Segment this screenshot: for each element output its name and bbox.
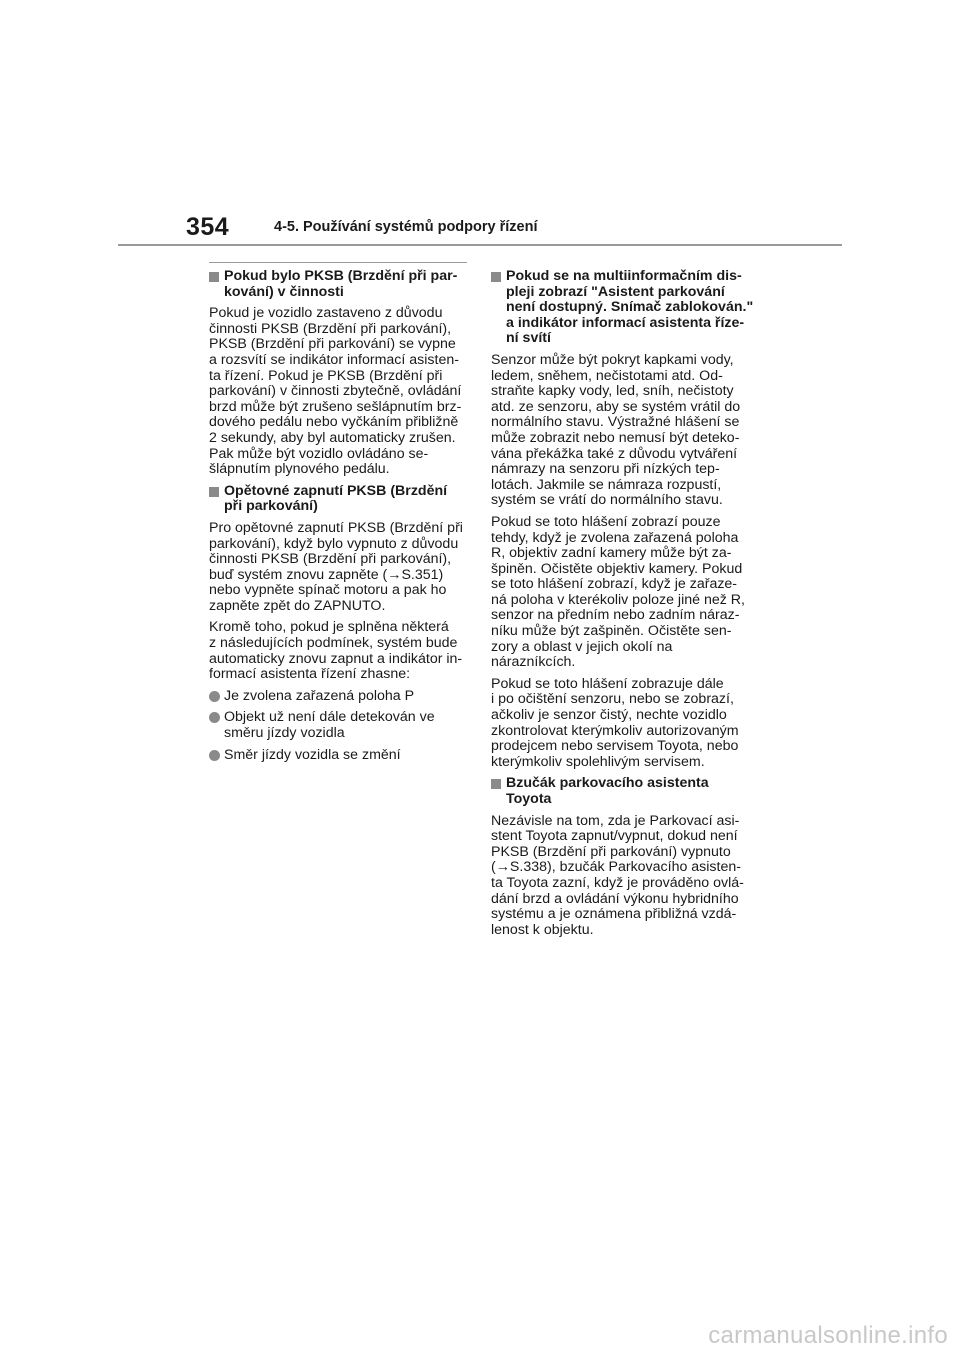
round-bullet-icon (209, 691, 220, 702)
section-title: 4-5. Používání systémů podpory řízení (274, 219, 538, 235)
paragraph: Senzor může být pokryt kapkami vody, ledem, sněhem, nečistotami atd. Od- straňte kapky vody, led, sníh, nečistoty atd. ze senzoru, aby se systém vrátil do normálního stavu. Výstražné hlášení se může zobrazit nebo nemusí být deteko- vána překážka také z důvodu vytváření námrazy na senzoru při nízkých tep- lotách. Jakmile se námraza rozpustí, systém se vrátí do normálního stavu. (491, 351, 741, 509)
paragraph: Pokud se toto hlášení zobrazuje dále i po očištění senzoru, nebo se zobrazí, ačkoliv je senzor čistý, nechte vozidlo zkontrolovat kterýmkoliv autorizovaným prodejcem nebo servisem Toyota, nebo kterýmkoliv spolehlivým servisem. (491, 675, 739, 770)
list-item: Je zvolena zařazená poloha P (209, 689, 471, 705)
left-column (209, 262, 471, 769)
page-header (0, 0, 960, 250)
paragraph: Pro opětovné zapnutí PKSB (Brzdění při parkování), když bylo vypnuto z důvodu činnosti PKSB (Brzdění při parkování), buď systém znovu zapněte (→S.351) nebo vypněte spínač motoru a pak ho zapněte zpět do ZAPNUTO. (209, 519, 463, 614)
watermark: carmanualsonline.info (708, 1322, 948, 1349)
column-top-divider (209, 262, 467, 263)
paragraph: Pokud je vozidlo zastaveno z důvodu činnosti PKSB (Brzdění při parkování), PKSB (Brzdění při parkování) se vypne a rozsvítí se indikátor informací asisten- ta řízení. Pokud je PKSB (Brzdění při parkování) v činnosti zbytečně, ovládání brzd může být zrušeno sešlápnutím brz- dového pedálu nebo vyčkáním přibližně 2 sekundy, aby byl automaticky zrušen. Pak může být vozidlo ovládáno se- šlápnutím plynového pedálu. (209, 305, 462, 478)
right-column (491, 262, 753, 944)
section-heading: Pokud bylo PKSB (Brzdění při par- kování) v činnosti (209, 269, 471, 300)
paragraph: Nezávisle na tom, zda je Parkovací asi- stent Toyota zapnut/vypnut, dokud není PKSB (Brzdění při parkování) vypnuto (→S.338), bzučák Parkovacího asisten- ta Toyota zazní, když je prováděno ovlá- dání brzd a ovládání výkonu hybridního systému a je oznámena přibližná vzdá- lenost k objektu. (491, 812, 744, 938)
page-number: 354 (186, 213, 230, 241)
section-heading: Bzučák parkovacího asistenta Toyota (491, 776, 753, 807)
section-heading: Opětovné zapnutí PKSB (Brzdění při parkování) (209, 484, 471, 515)
square-bullet-icon (491, 779, 501, 789)
square-bullet-icon (491, 272, 501, 282)
header-divider (118, 244, 842, 246)
list-item: Směr jízdy vozidla se změní (209, 748, 471, 764)
paragraph: Kromě toho, pokud je splněna některá z následujících podmínek, systém bude automaticky znovu zapnut a indikátor in- formací asistenta řízení zhasne: (209, 619, 463, 683)
list-item: Objekt už není dále detekován ve směru jízdy vozidla (209, 710, 471, 741)
round-bullet-icon (209, 750, 220, 761)
section-heading: Pokud se na multiinformačním dis- pleji zobrazí "Asistent parkování není dostupný. Snímač zablokován." a indikátor informací asistenta říze- ní svítí (491, 269, 753, 347)
square-bullet-icon (209, 487, 219, 497)
round-bullet-icon (209, 712, 220, 723)
paragraph: Pokud se toto hlášení zobrazí pouze tehdy, když je zvolena zařazená poloha R, objektiv zadní kamery může být za- špiněn. Očistěte objektiv kamery. Pokud se toto hlášení zobrazí, když je zařaze- ná poloha v kterékoliv poloze jiné než R, senzor na předním nebo zadním náraz- níku může být zašpiněn. Očistěte sen- zory a oblast v jejich okolí na nárazníkcích. (491, 513, 745, 671)
square-bullet-icon (209, 272, 219, 282)
